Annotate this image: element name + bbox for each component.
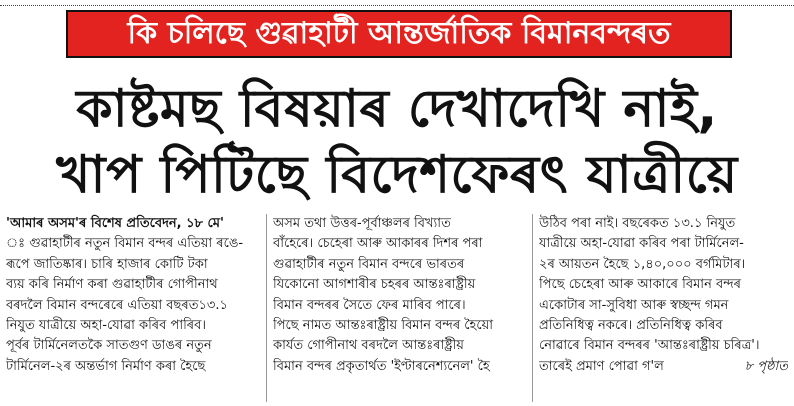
body-line: পূৰ্বৰ টাৰ্মিনেলতকৈ সাতগুণ ডাঙৰ নতুন	[6, 338, 212, 354]
body-line: ঃ গুৱাহাটীৰ নতুন বিমান বন্দৰ এতিয়া ৰঙে-	[6, 236, 244, 252]
body-line: বিমান বন্দৰৰ সৈতে ফেৰ মাৰিব পাৰে।	[273, 297, 466, 313]
kicker-banner	[66, 10, 732, 58]
body-line: তাৰেই প্ৰমাণ পোৱা গ'ল	[539, 358, 664, 374]
body-line: বাঁহেৰে। চেহেৰা আৰু আকাৰৰ দিশৰ পৰা	[273, 236, 483, 252]
body-line: অসম তথা উত্তৰ-পূৰ্বাঞ্চলৰ বিখ্যাত	[273, 216, 451, 231]
body-line: পিছে নামত আন্তঃৰাষ্ট্ৰীয় বিমান বন্দৰ হৈয়ো	[273, 318, 494, 334]
body-line: উঠিব পৰা নাই। বছৰেকত ১৩.১ নিযুত	[539, 216, 736, 231]
body-line: গুৱাহাটীৰ নতুন বিমান বন্দৰে ভাৰতৰ	[273, 256, 465, 272]
continued-on-page: ৮ পৃষ্ঠাত	[744, 358, 788, 374]
body-line: ২ৰ আয়তন হৈছে ১,৪০,০০০ বৰ্গমিটাৰ।	[539, 256, 746, 272]
body-line: যাত্ৰীয়ে অহা-যোৱা কৰিব পৰা টাৰ্মিনেল-	[539, 236, 744, 252]
body-line: বিমান বন্দৰ প্ৰকৃতাৰ্থত 'ইণ্টাৰনেশ্যনেল' হৈ	[273, 358, 490, 374]
column-3	[532, 214, 788, 402]
body-line: কাৰ্যত গোপীনাথ বৰদলৈ আন্তঃৰাষ্ট্ৰীয়	[273, 338, 464, 354]
column-2	[266, 214, 524, 402]
article-body	[6, 214, 788, 402]
body-line: একোটাৰ সা-সুবিধা আৰু স্বচ্ছন্দ গমন	[539, 297, 729, 313]
body-line: যিকোনো আগশাৰীৰ চহৰৰ আন্তঃৰাষ্ট্ৰীয়	[273, 277, 476, 293]
body-line: নিযুত যাত্ৰীয়ে অহা-যোৱা কৰিব পাৰিব।	[6, 318, 207, 334]
headline-line-1: কাষ্টমছ বিষয়াৰ দেখাদেখি নাই,	[76, 79, 718, 139]
column-1	[6, 214, 258, 402]
body-line: পিছে চেহেৰা আৰু আকাৰে বিমান বন্দৰ	[539, 277, 741, 293]
headline-line-2: খাপ পিটিছে বিদেশফেৰৎ যাত্ৰীয়ে	[56, 145, 738, 205]
dateline: 'আমাৰ অসম'ৰ বিশেষ প্ৰতিবেদন, ১৮ মে'	[6, 216, 224, 231]
body-line: বৰদলৈ বিমান বন্দৰেৰে এতিয়া বছৰত১৩.১	[6, 297, 228, 313]
headline	[0, 76, 794, 208]
body-line: প্ৰতিনিধিত্ব নকৰে। প্ৰতিনিধিত্ব কৰিব	[539, 318, 723, 334]
body-line: নোৱাৰে বিমান বন্দৰৰ 'আন্তঃৰাষ্ট্ৰীয় চৰিত্ৰ'।	[539, 338, 760, 354]
kicker-text: কি চলিছে গুৱাহাটী আন্তৰ্জাতিক বিমানবন্দৰত	[127, 15, 671, 51]
body-line: ৰূপে জাতিষ্কাৰ। চাৰি হাজাৰ কোটি টকা	[6, 256, 208, 272]
body-line: ব্যয় কৰি নিৰ্মাণ কৰা গুৱাহাটীৰ গোপীনাথ	[6, 277, 218, 293]
top-rule	[0, 0, 794, 6]
body-line: টাৰ্মিনেল-২ৰ অন্তৰ্ভাগ নিৰ্মাণ কৰা হৈছে	[6, 358, 206, 374]
